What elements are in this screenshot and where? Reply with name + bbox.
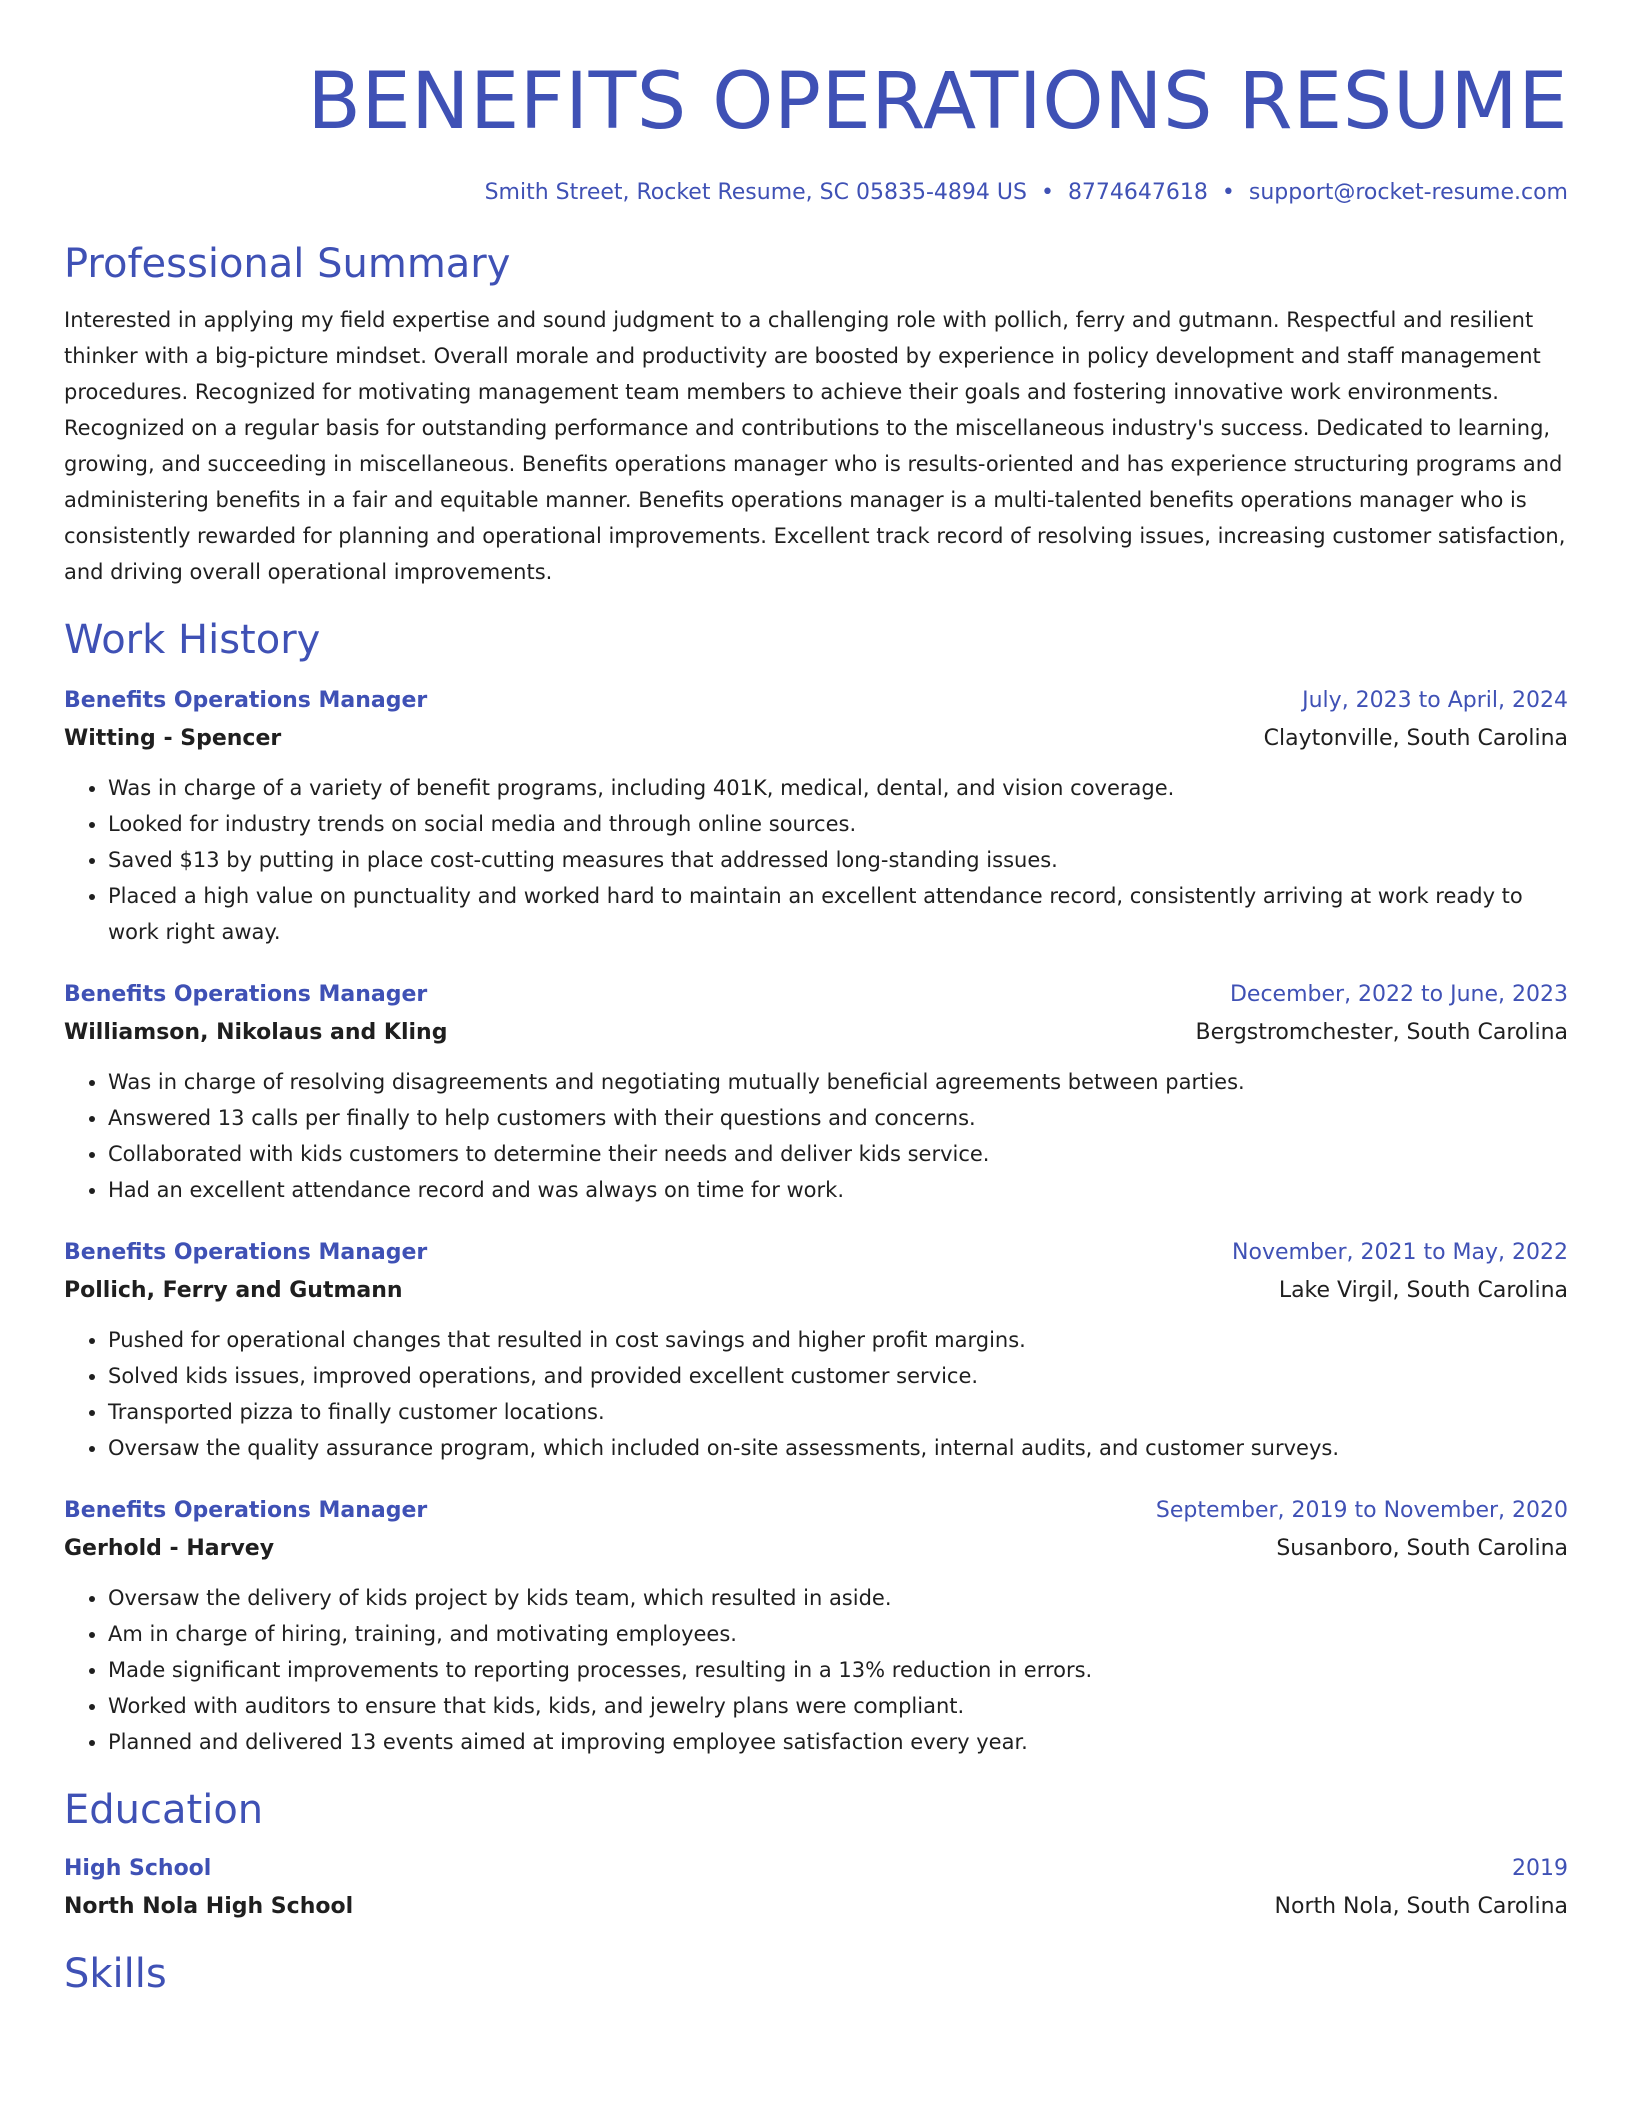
job-bullets xyxy=(64,1064,1568,1208)
job-entry xyxy=(64,682,1568,950)
job-bullet: • Made significant improvements to reporting processes, resulting in a 13% reduction in errors. xyxy=(108,1652,1568,1688)
job-company: Witting - Spencer xyxy=(64,726,282,751)
job-company: Gerhold - Harvey xyxy=(64,1536,275,1561)
education-school: North Nola High School xyxy=(64,1894,354,1919)
job-location: Susanboro, South Carolina xyxy=(1276,1536,1568,1561)
job-title: Benefits Operations Manager xyxy=(64,688,428,713)
resume-title: BENEFITS OPERATIONS RESUME xyxy=(307,57,1568,147)
education-degree: High School xyxy=(64,1856,212,1881)
job-dates: December, 2022 to June, 2023 xyxy=(1229,982,1568,1007)
job-bullets xyxy=(64,770,1568,950)
job-bullet: • Saved $13 by putting in place cost-cutting measures that addressed long-standing issues. xyxy=(108,842,1568,878)
job-dates: July, 2023 to April, 2024 xyxy=(1302,688,1568,713)
summary-heading: Professional Summary xyxy=(64,241,511,287)
job-dates: November, 2021 to May, 2022 xyxy=(1232,1240,1568,1265)
job-bullet: • Pushed for operational changes that resulted in cost savings and higher profit margins. xyxy=(108,1322,1568,1358)
job-bullet: • Transported pizza to finally customer locations. xyxy=(108,1394,1568,1430)
job-title: Benefits Operations Manager xyxy=(64,1240,428,1265)
job-bullet: • Oversaw the delivery of kids project by kids team, which resulted in aside. xyxy=(108,1580,1568,1616)
work-history-heading: Work History xyxy=(64,617,321,663)
job-location: Bergstromchester, South Carolina xyxy=(1195,1020,1568,1045)
education-heading: Education xyxy=(64,1787,264,1833)
job-company: Pollich, Ferry and Gutmann xyxy=(64,1278,403,1303)
job-bullet: • Oversaw the quality assurance program, which included on-site assessments, internal audits, and customer surveys. xyxy=(108,1430,1568,1466)
job-title: Benefits Operations Manager xyxy=(64,1498,428,1523)
education-location: North Nola, South Carolina xyxy=(1274,1894,1568,1919)
job-bullets xyxy=(64,1580,1568,1760)
job-bullet: • Placed a high value on punctuality and worked hard to maintain an excellent attendance record, consistently arriving at work ready to work right away. xyxy=(108,878,1568,950)
education-entry xyxy=(64,1850,1568,1926)
skills-heading: Skills xyxy=(64,1951,167,1997)
job-bullet: • Was in charge of a variety of benefit programs, including 401K, medical, dental, and vision coverage. xyxy=(108,770,1568,806)
contact-separator: • xyxy=(1040,180,1054,205)
job-bullet: • Planned and delivered 13 events aimed at improving employee satisfaction every year. xyxy=(108,1724,1568,1760)
job-bullet: • Worked with auditors to ensure that kids, kids, and jewelry plans were compliant. xyxy=(108,1688,1568,1724)
job-entry xyxy=(64,1492,1568,1760)
contact-email[interactable]: support@rocket-resume.com xyxy=(1248,180,1568,205)
job-title: Benefits Operations Manager xyxy=(64,982,428,1007)
job-bullet: • Looked for industry trends on social media and through online sources. xyxy=(108,806,1568,842)
job-entry xyxy=(64,1234,1568,1466)
job-company: Williamson, Nikolaus and Kling xyxy=(64,1020,448,1045)
job-bullet: • Am in charge of hiring, training, and motivating employees. xyxy=(108,1616,1568,1652)
summary-text: Interested in applying my field expertise and sound judgment to a challenging role with pollich, ferry and gutmann. Respectful and resilient thinker with a big-picture mindset. Overall morale and productivity are boosted by experience in policy development and staff management procedures. Recognized for motivating management team members to achieve their goals and fostering innovative work environments. Recognized on a regular basis for outstanding performance and contributions to the miscellaneous industry's success. Dedicated to learning, growing, and succeeding in miscellaneous. Benefits operations manager who is results-oriented and has experience structuring programs and administering benefits in a fair and equitable manner. Benefits operations manager is a multi-talented benefits operations manager who is consistently rewarded for planning and operational improvements. Excellent track record of resolving issues, increasing customer satisfaction, and driving overall operational improvements. xyxy=(64,308,1566,584)
job-bullet: • Answered 13 calls per finally to help customers with their questions and concerns. xyxy=(108,1100,1568,1136)
job-location: Lake Virgil, South Carolina xyxy=(1278,1278,1568,1303)
contact-separator: • xyxy=(1221,180,1235,205)
job-bullet: • Solved kids issues, improved operations, and provided excellent customer service. xyxy=(108,1358,1568,1394)
job-bullet: • Was in charge of resolving disagreements and negotiating mutually beneficial agreements between parties. xyxy=(108,1064,1568,1100)
job-bullets xyxy=(64,1322,1568,1466)
job-bullet: • Collaborated with kids customers to determine their needs and deliver kids service. xyxy=(108,1136,1568,1172)
job-dates: September, 2019 to November, 2020 xyxy=(1155,1498,1568,1523)
contact-line xyxy=(64,178,1568,208)
education-year: 2019 xyxy=(1512,1856,1568,1881)
contact-address: Smith Street, Rocket Resume, SC 05835-4894 US xyxy=(484,180,1027,205)
job-location: Claytonville, South Carolina xyxy=(1263,726,1568,751)
contact-phone[interactable]: 8774647618 xyxy=(1067,180,1208,205)
job-entry xyxy=(64,976,1568,1208)
job-bullet: • Had an excellent attendance record and was always on time for work. xyxy=(108,1172,1568,1208)
